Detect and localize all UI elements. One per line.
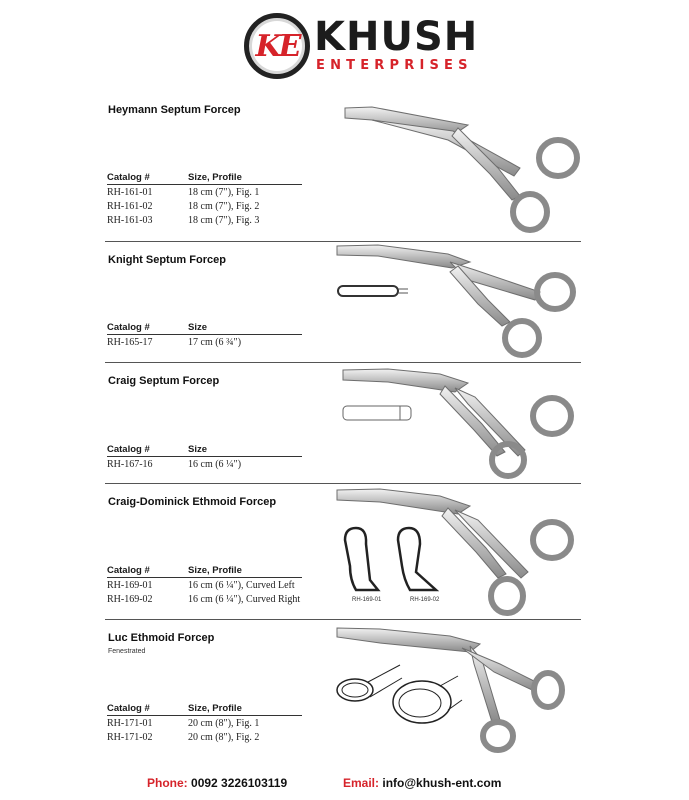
heymann-forcep-image	[345, 107, 577, 230]
col-size-header: Size	[188, 444, 208, 455]
catalog-cell: RH-171-01	[107, 718, 153, 729]
catalog-cell: RH-161-02	[107, 201, 153, 212]
size-cell: 18 cm (7″), Fig. 2	[188, 201, 260, 212]
catalog-cell: RH-169-01	[107, 580, 153, 591]
email-contact[interactable]	[343, 776, 501, 790]
col-size-header: Size, Profile	[188, 565, 242, 576]
col-catalog-header: Catalog #	[107, 703, 150, 714]
phone-number[interactable]: 0092 3226103119	[191, 776, 288, 790]
luc-forcep-image	[337, 628, 562, 750]
size-cell: 20 cm (8″), Fig. 2	[188, 732, 260, 743]
catalog-cell: RH-171-02	[107, 732, 153, 743]
catalog-cell: RH-161-01	[107, 187, 153, 198]
col-catalog-header: Catalog #	[107, 172, 150, 183]
col-size-header: Size, Profile	[188, 172, 242, 183]
phone-contact[interactable]	[147, 776, 287, 790]
product-title: Craig-Dominick Ethmoid Forcep	[108, 496, 277, 508]
col-catalog-header: Catalog #	[107, 444, 150, 455]
size-cell: 18 cm (7″), Fig. 3	[188, 215, 260, 226]
email-address[interactable]: info@khush-ent.com	[382, 776, 502, 790]
size-cell: 16 cm (6 ¼″), Curved Left	[188, 580, 295, 591]
catalog-cell: RH-165-17	[107, 337, 153, 348]
size-cell: 20 cm (8″), Fig. 1	[188, 718, 260, 729]
detail-label: RH-169-02	[410, 597, 440, 603]
brand-subtitle: ENTERPRISES	[316, 58, 473, 73]
catalog-cell: RH-169-02	[107, 594, 153, 605]
col-catalog-header: Catalog #	[107, 565, 150, 576]
size-cell: 17 cm (6 ¾″)	[188, 337, 242, 348]
product-title: Craig Septum Forcep	[108, 375, 220, 387]
craig-forcep-image	[343, 369, 571, 476]
col-catalog-header: Catalog #	[107, 322, 150, 333]
craig-dominick-forcep-image	[337, 489, 571, 613]
size-cell: 16 cm (6 ¼″)	[188, 459, 242, 470]
product-subtitle: Fenestrated	[108, 648, 146, 655]
size-cell: 16 cm (6 ¼″), Curved Right	[188, 594, 301, 605]
contact-footer	[0, 776, 689, 792]
logo-mark: KE	[255, 29, 299, 64]
col-size-header: Size, Profile	[188, 703, 242, 714]
catalog-cell: RH-167-16	[107, 459, 153, 470]
detail-label: RH-169-01	[352, 597, 382, 603]
size-cell: 18 cm (7″), Fig. 1	[188, 187, 260, 198]
product-title: Heymann Septum Forcep	[108, 104, 241, 116]
catalog-cell: RH-161-03	[107, 215, 153, 226]
product-title: Luc Ethmoid Forcep	[108, 632, 215, 644]
col-size-header: Size	[188, 322, 208, 333]
brand-name: KHUSH	[314, 14, 479, 60]
email-label: Email:	[343, 776, 380, 790]
knight-forcep-image	[337, 245, 573, 355]
phone-label: Phone:	[147, 776, 188, 790]
product-title: Knight Septum Forcep	[108, 254, 226, 266]
